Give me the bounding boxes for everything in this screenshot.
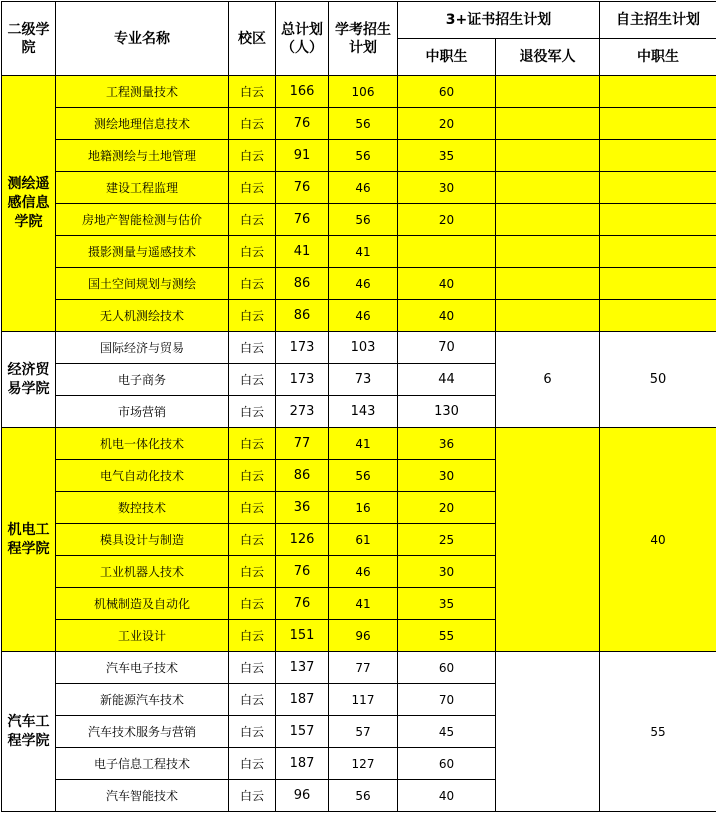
zhongzhi-cell: 20 <box>398 108 496 140</box>
major-cell: 机电一体化技术 <box>56 428 229 460</box>
major-cell: 汽车技术服务与营销 <box>56 716 229 748</box>
major-cell: 工业设计 <box>56 620 229 652</box>
xuekao-cell: 56 <box>329 140 398 172</box>
campus-cell: 白云 <box>229 556 276 588</box>
xuekao-cell: 46 <box>329 172 398 204</box>
total-cell: 76 <box>276 204 329 236</box>
major-cell: 工程测量技术 <box>56 76 229 108</box>
self-cell: 55 <box>600 652 716 812</box>
total-cell: 76 <box>276 172 329 204</box>
total-cell: 77 <box>276 428 329 460</box>
total-cell: 91 <box>276 140 329 172</box>
total-cell: 126 <box>276 524 329 556</box>
major-cell: 汽车智能技术 <box>56 780 229 812</box>
major-cell: 测绘地理信息技术 <box>56 108 229 140</box>
major-cell: 电子商务 <box>56 364 229 396</box>
zhongzhi-cell: 44 <box>398 364 496 396</box>
zhongzhi-cell: 20 <box>398 204 496 236</box>
self-cell <box>600 76 716 108</box>
header-3plus-zhongzhi: 中职生 <box>398 39 496 76</box>
major-cell: 摄影测量与遥感技术 <box>56 236 229 268</box>
table-row <box>2 428 716 460</box>
xuekao-cell: 127 <box>329 748 398 780</box>
total-cell: 41 <box>276 236 329 268</box>
enrollment-plan-table <box>1 1 716 812</box>
campus-cell: 白云 <box>229 76 276 108</box>
veteran-cell <box>496 108 600 140</box>
major-cell: 模具设计与制造 <box>56 524 229 556</box>
total-cell: 157 <box>276 716 329 748</box>
xuekao-cell: 46 <box>329 300 398 332</box>
veteran-cell <box>496 300 600 332</box>
total-cell: 173 <box>276 364 329 396</box>
zhongzhi-cell: 60 <box>398 652 496 684</box>
zhongzhi-cell: 55 <box>398 620 496 652</box>
xuekao-cell: 117 <box>329 684 398 716</box>
table-row <box>2 652 716 684</box>
header-total: 总计划（人） <box>276 2 329 76</box>
major-cell: 机械制造及自动化 <box>56 588 229 620</box>
zhongzhi-cell: 60 <box>398 76 496 108</box>
zhongzhi-cell: 35 <box>398 140 496 172</box>
veteran-cell: 6 <box>496 332 600 428</box>
table-row <box>2 268 716 300</box>
major-cell: 建设工程监理 <box>56 172 229 204</box>
veteran-cell <box>496 236 600 268</box>
header-self-group: 自主招生计划 <box>600 2 716 39</box>
veteran-cell <box>496 652 600 812</box>
header-college: 二级学院 <box>2 2 56 76</box>
campus-cell: 白云 <box>229 204 276 236</box>
xuekao-cell: 41 <box>329 236 398 268</box>
campus-cell: 白云 <box>229 268 276 300</box>
table-row <box>2 76 716 108</box>
header-xuekao: 学考招生计划 <box>329 2 398 76</box>
total-cell: 151 <box>276 620 329 652</box>
major-cell: 市场营销 <box>56 396 229 428</box>
zhongzhi-cell: 60 <box>398 748 496 780</box>
self-cell <box>600 108 716 140</box>
zhongzhi-cell: 40 <box>398 780 496 812</box>
total-cell: 86 <box>276 300 329 332</box>
total-cell: 187 <box>276 748 329 780</box>
zhongzhi-cell: 45 <box>398 716 496 748</box>
college-name: 汽车工程学院 <box>2 652 56 812</box>
header-major: 专业名称 <box>56 2 229 76</box>
campus-cell: 白云 <box>229 652 276 684</box>
total-cell: 86 <box>276 268 329 300</box>
table-row <box>2 172 716 204</box>
xuekao-cell: 77 <box>329 652 398 684</box>
total-cell: 76 <box>276 108 329 140</box>
campus-cell: 白云 <box>229 108 276 140</box>
zhongzhi-cell: 40 <box>398 300 496 332</box>
veteran-cell <box>496 76 600 108</box>
major-cell: 数控技术 <box>56 492 229 524</box>
zhongzhi-cell: 30 <box>398 172 496 204</box>
xuekao-cell: 46 <box>329 268 398 300</box>
xuekao-cell: 56 <box>329 108 398 140</box>
total-cell: 86 <box>276 460 329 492</box>
zhongzhi-cell: 70 <box>398 332 496 364</box>
veteran-cell <box>496 428 600 652</box>
campus-cell: 白云 <box>229 236 276 268</box>
xuekao-cell: 56 <box>329 460 398 492</box>
self-cell: 40 <box>600 428 716 652</box>
total-cell: 166 <box>276 76 329 108</box>
total-cell: 76 <box>276 556 329 588</box>
self-cell: 50 <box>600 332 716 428</box>
self-cell <box>600 172 716 204</box>
major-cell: 电子信息工程技术 <box>56 748 229 780</box>
major-cell: 电气自动化技术 <box>56 460 229 492</box>
table-row <box>2 332 716 364</box>
campus-cell: 白云 <box>229 748 276 780</box>
zhongzhi-cell <box>398 236 496 268</box>
major-cell: 新能源汽车技术 <box>56 684 229 716</box>
campus-cell: 白云 <box>229 428 276 460</box>
veteran-cell <box>496 204 600 236</box>
header-row-1 <box>2 2 716 39</box>
zhongzhi-cell: 25 <box>398 524 496 556</box>
self-cell <box>600 268 716 300</box>
zhongzhi-cell: 35 <box>398 588 496 620</box>
major-cell: 国际经济与贸易 <box>56 332 229 364</box>
header-self-zhongzhi: 中职生 <box>600 39 716 76</box>
self-cell <box>600 300 716 332</box>
campus-cell: 白云 <box>229 300 276 332</box>
table-row <box>2 300 716 332</box>
total-cell: 187 <box>276 684 329 716</box>
college-name: 机电工程学院 <box>2 428 56 652</box>
table-row <box>2 108 716 140</box>
xuekao-cell: 96 <box>329 620 398 652</box>
campus-cell: 白云 <box>229 780 276 812</box>
xuekao-cell: 103 <box>329 332 398 364</box>
zhongzhi-cell: 30 <box>398 556 496 588</box>
self-cell <box>600 140 716 172</box>
total-cell: 96 <box>276 780 329 812</box>
xuekao-cell: 57 <box>329 716 398 748</box>
table-row <box>2 236 716 268</box>
zhongzhi-cell: 20 <box>398 492 496 524</box>
campus-cell: 白云 <box>229 620 276 652</box>
zhongzhi-cell: 30 <box>398 460 496 492</box>
xuekao-cell: 143 <box>329 396 398 428</box>
zhongzhi-cell: 40 <box>398 268 496 300</box>
major-cell: 无人机测绘技术 <box>56 300 229 332</box>
campus-cell: 白云 <box>229 460 276 492</box>
campus-cell: 白云 <box>229 492 276 524</box>
xuekao-cell: 56 <box>329 204 398 236</box>
xuekao-cell: 73 <box>329 364 398 396</box>
xuekao-cell: 41 <box>329 588 398 620</box>
total-cell: 273 <box>276 396 329 428</box>
xuekao-cell: 16 <box>329 492 398 524</box>
zhongzhi-cell: 130 <box>398 396 496 428</box>
campus-cell: 白云 <box>229 332 276 364</box>
xuekao-cell: 56 <box>329 780 398 812</box>
header-campus: 校区 <box>229 2 276 76</box>
campus-cell: 白云 <box>229 588 276 620</box>
table-row <box>2 140 716 172</box>
major-cell: 汽车电子技术 <box>56 652 229 684</box>
xuekao-cell: 106 <box>329 76 398 108</box>
self-cell <box>600 236 716 268</box>
xuekao-cell: 61 <box>329 524 398 556</box>
campus-cell: 白云 <box>229 684 276 716</box>
campus-cell: 白云 <box>229 364 276 396</box>
veteran-cell <box>496 172 600 204</box>
major-cell: 房地产智能检测与估价 <box>56 204 229 236</box>
header-3plus-group: 3+证书招生计划 <box>398 2 600 39</box>
total-cell: 137 <box>276 652 329 684</box>
header-3plus-veteran: 退役军人 <box>496 39 600 76</box>
campus-cell: 白云 <box>229 396 276 428</box>
total-cell: 76 <box>276 588 329 620</box>
major-cell: 工业机器人技术 <box>56 556 229 588</box>
xuekao-cell: 41 <box>329 428 398 460</box>
total-cell: 36 <box>276 492 329 524</box>
zhongzhi-cell: 36 <box>398 428 496 460</box>
campus-cell: 白云 <box>229 524 276 556</box>
zhongzhi-cell: 70 <box>398 684 496 716</box>
xuekao-cell: 46 <box>329 556 398 588</box>
table-row <box>2 204 716 236</box>
self-cell <box>600 204 716 236</box>
campus-cell: 白云 <box>229 172 276 204</box>
college-name: 经济贸易学院 <box>2 332 56 428</box>
total-cell: 173 <box>276 332 329 364</box>
campus-cell: 白云 <box>229 140 276 172</box>
major-cell: 国土空间规划与测绘 <box>56 268 229 300</box>
campus-cell: 白云 <box>229 716 276 748</box>
major-cell: 地籍测绘与土地管理 <box>56 140 229 172</box>
veteran-cell <box>496 140 600 172</box>
veteran-cell <box>496 268 600 300</box>
college-name: 测绘遥感信息学院 <box>2 76 56 332</box>
